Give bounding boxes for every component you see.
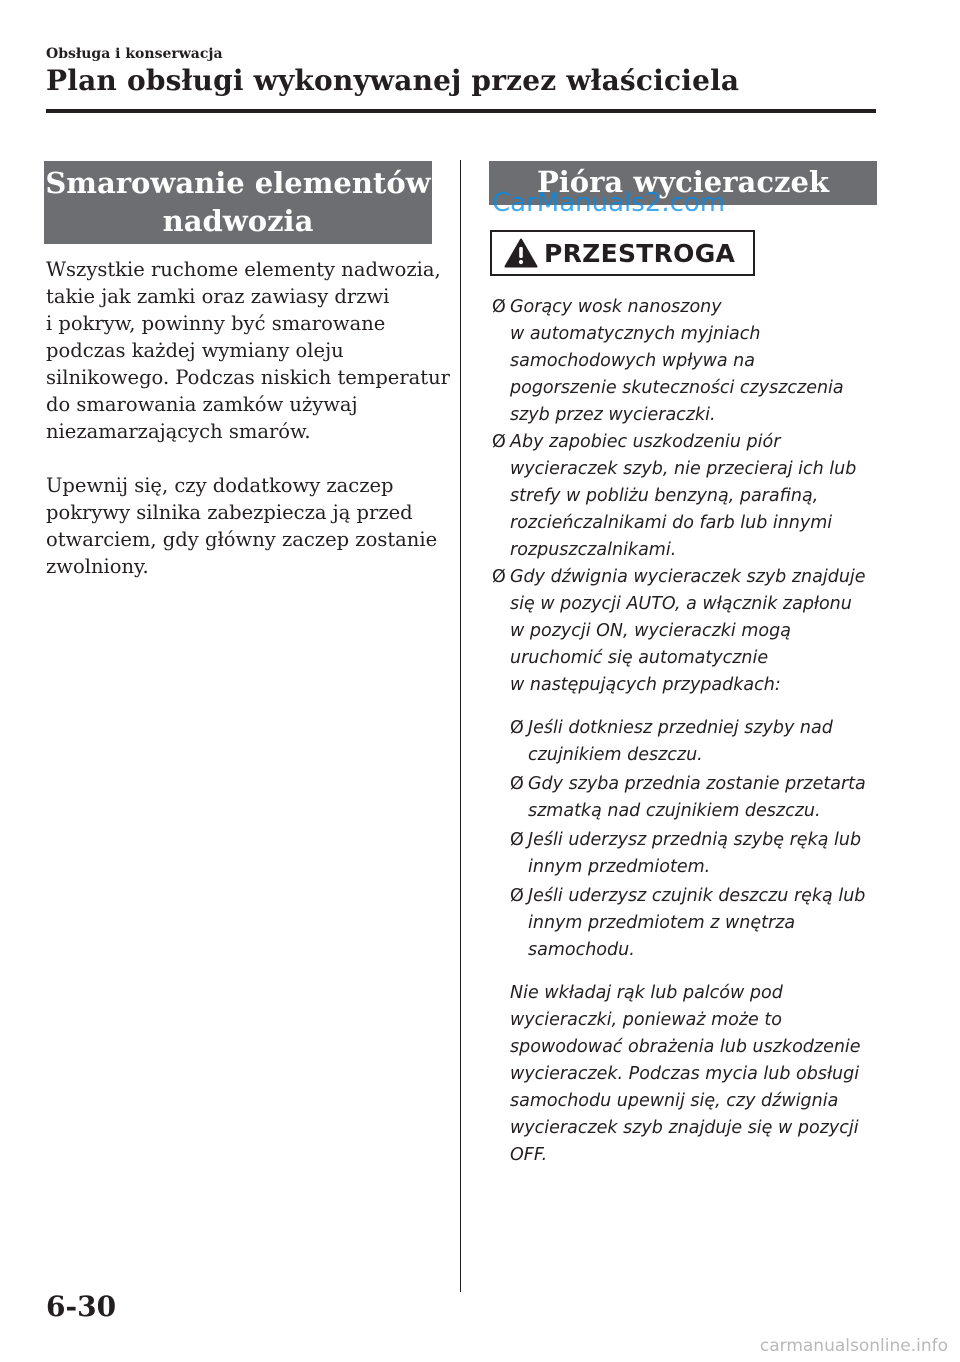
arrow-bullet-icon: Ø xyxy=(510,774,524,794)
text-line: niezamarzających smarów. xyxy=(46,420,311,443)
text-line: Upewnij się, czy dodatkowy zaczep xyxy=(46,474,394,497)
sub-list-item xyxy=(492,827,892,881)
section-name: Obsługa i konserwacja xyxy=(46,46,223,62)
item-line: innym przedmiotem. xyxy=(528,857,711,877)
item-line: wycieraczek. Podczas mycia lub obsługi xyxy=(510,1064,860,1084)
heading-line: Smarowanie elementów xyxy=(45,166,431,200)
watermark-carmanuals2: CarManuals2.com xyxy=(492,188,726,218)
sub-list-item xyxy=(492,883,892,964)
item-line: w pozycji ON, wycieraczki mogą xyxy=(510,621,791,641)
wiper-blades-heading: Pióra wycieraczek xyxy=(489,161,877,205)
item-line: szmatką nad czujnikiem deszczu. xyxy=(528,801,821,821)
item-line: Jeśli uderzysz przednią szybę ręką lub xyxy=(528,830,862,850)
closing-paragraph xyxy=(492,980,892,1169)
lubrication-heading xyxy=(44,161,432,244)
text-line: takie jak zamki oraz zawiasy drzwi xyxy=(46,285,390,308)
caution-box xyxy=(490,230,755,276)
arrow-bullet-icon: Ø xyxy=(510,886,524,906)
text-line: Wszystkie ruchome elementy nadwozia, xyxy=(46,258,441,281)
text-line: do smarowania zamków używaj xyxy=(46,393,358,416)
item-line: Jeśli uderzysz czujnik deszczu ręką lub xyxy=(528,886,866,906)
item-line: innym przedmiotem z wnętrza xyxy=(528,913,796,933)
lubrication-text xyxy=(46,256,451,580)
item-line: Gdy szyba przednia zostanie przetarta xyxy=(528,774,866,794)
arrow-bullet-icon: Ø xyxy=(510,830,524,850)
item-line: pogorszenie skuteczności czyszczenia xyxy=(510,378,844,398)
text-line: i pokryw, powinny być smarowane xyxy=(46,312,386,335)
arrow-bullet-icon: Ø xyxy=(510,718,524,738)
caution-list xyxy=(492,294,892,1169)
arrow-bullet-icon: Ø xyxy=(492,567,506,587)
arrow-bullet-icon: Ø xyxy=(492,432,506,452)
item-line: Gorący wosk nanoszony xyxy=(510,297,722,317)
item-line: szyb przez wycieraczki. xyxy=(510,405,716,425)
item-line: samochodowych wpływa na xyxy=(510,351,755,371)
item-line: Aby zapobiec uszkodzeniu piór xyxy=(510,432,781,452)
header-rule xyxy=(46,109,876,113)
list-item xyxy=(492,294,892,429)
item-line: Gdy dźwignia wycieraczek szyb znajduje xyxy=(510,567,866,587)
item-line: rozcieńczalnikami do farb lub innymi xyxy=(510,513,833,533)
item-line: wycieraczek szyb, nie przecieraj ich lub xyxy=(510,459,857,479)
item-line: czujnikiem deszczu. xyxy=(528,745,703,765)
heading-line: nadwozia xyxy=(162,204,314,238)
warning-triangle-icon xyxy=(504,238,538,268)
text-line: silnikowego. Podczas niskich temperatur xyxy=(46,366,451,389)
text-line: pokrywy silnika zabezpiecza ją przed xyxy=(46,501,413,524)
item-line: Nie wkładaj rąk lub palców pod xyxy=(510,983,783,1003)
column-divider xyxy=(460,160,461,1292)
item-line: wycieraczki, ponieważ może to xyxy=(510,1010,782,1030)
item-line: spowodować obrażenia lub uszkodzenie xyxy=(510,1037,861,1057)
watermark-carmanualsonline: carmanualsonline.info xyxy=(759,1336,948,1356)
arrow-bullet-icon: Ø xyxy=(492,297,506,317)
item-line: wycieraczek szyb znajduje się w pozycji xyxy=(510,1118,859,1138)
text-line: zwolniony. xyxy=(46,555,149,578)
item-line: w następujących przypadkach: xyxy=(510,675,781,695)
text-line: podczas każdej wymiany oleju xyxy=(46,339,344,362)
page-number: 6-30 xyxy=(46,1290,117,1323)
list-item xyxy=(492,429,892,564)
item-line: strefy w pobliżu benzyną, parafiną, xyxy=(510,486,819,506)
item-line: w automatycznych myjniach xyxy=(510,324,761,344)
caution-label: PRZESTROGA xyxy=(544,238,736,268)
item-line: Jeśli dotkniesz przedniej szyby nad xyxy=(528,718,833,738)
item-line: samochodu upewnij się, czy dźwignia xyxy=(510,1091,839,1111)
paragraph-gap xyxy=(46,445,446,472)
text-line: otwarciem, gdy główny zaczep zostanie xyxy=(46,528,438,551)
sub-list-item xyxy=(492,715,892,769)
item-line: samochodu. xyxy=(528,940,635,960)
sub-list-item xyxy=(492,771,892,825)
item-line: OFF. xyxy=(510,1145,548,1165)
item-line: uruchomić się automatycznie xyxy=(510,648,769,668)
page-title: Plan obsługi wykonywanej przez właściciela xyxy=(46,64,740,97)
item-line: się w pozycji AUTO, a włącznik zapłonu xyxy=(510,594,852,614)
list-item xyxy=(492,564,892,699)
item-line: rozpuszczalnikami. xyxy=(510,540,677,560)
